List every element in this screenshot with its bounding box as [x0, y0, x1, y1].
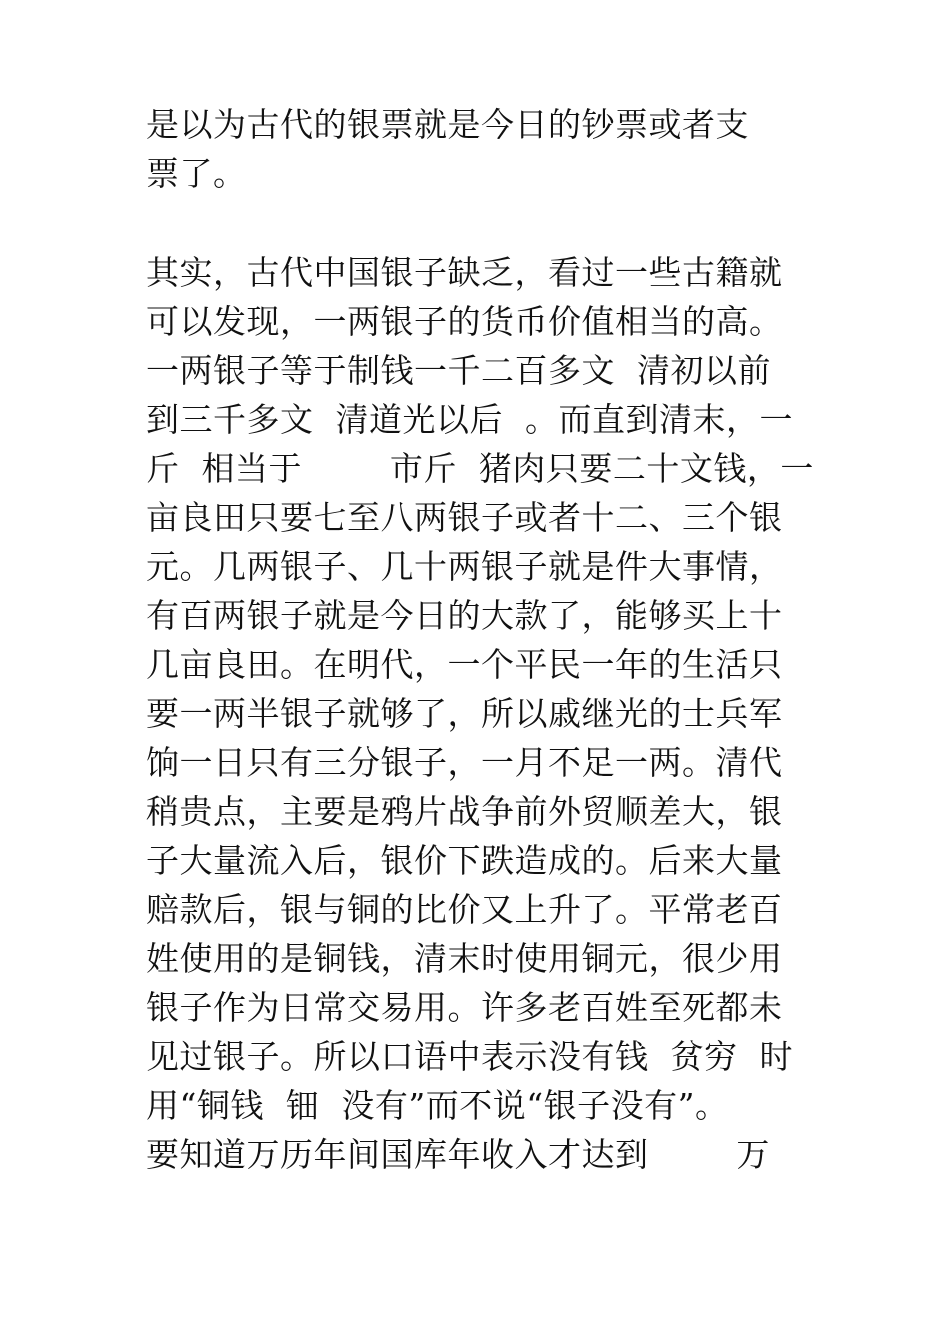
text-line: 赔款后，银与铜的比价又上升了。平常老百	[146, 890, 783, 929]
text-line: 见过银子。所以口语中表示没有钱 贫穷 时	[146, 1037, 793, 1076]
text-line: 是以为古代的银票就是今日的钞票或者支	[146, 105, 749, 144]
text-line: 元。几两银子、几十两银子就是件大事情，	[146, 547, 783, 586]
text-line: 银子作为日常交易用。许多老百姓至死都未	[146, 988, 783, 1027]
text-line: 亩良田只要七至八两银子或者十二、三个银	[146, 498, 783, 537]
paragraph-1	[146, 100, 816, 198]
text-line: 几亩良田。在明代，一个平民一年的生活只	[146, 645, 783, 684]
text-line: 子大量流入后，银价下跌造成的。后来大量	[146, 841, 783, 880]
text-line: 票了。	[146, 154, 247, 193]
text-line: 到三千多文 清道光以后 。而直到清末，一	[146, 400, 793, 439]
text-line: 有百两银子就是今日的大款了，能够买上十	[146, 596, 783, 635]
text-line: 一两银子等于制钱一千二百多文 清初以前	[146, 351, 771, 390]
text-line: 要知道万历年间国库年收入才达到 万	[146, 1135, 770, 1174]
text-line: 姓使用的是铜钱，清末时使用铜元，很少用	[146, 939, 783, 978]
text-line: 要一两半银子就够了，所以戚继光的士兵军	[146, 694, 783, 733]
text-line: 其实，古代中国银子缺乏，看过一些古籍就	[146, 253, 783, 292]
paragraph-2	[146, 248, 816, 1179]
text-line: 饷一日只有三分银子，一月不足一两。清代	[146, 743, 783, 782]
text-line: 斤 相当于 市斤 猪肉只要二十文钱，一	[146, 449, 814, 488]
text-line: 可以发现，一两银子的货币价值相当的高。	[146, 302, 783, 341]
text-line: 稍贵点，主要是鸦片战争前外贸顺差大，银	[146, 792, 783, 831]
text-line: 用“铜钱 钿 没有”而不说“银子没有”。	[146, 1086, 729, 1125]
